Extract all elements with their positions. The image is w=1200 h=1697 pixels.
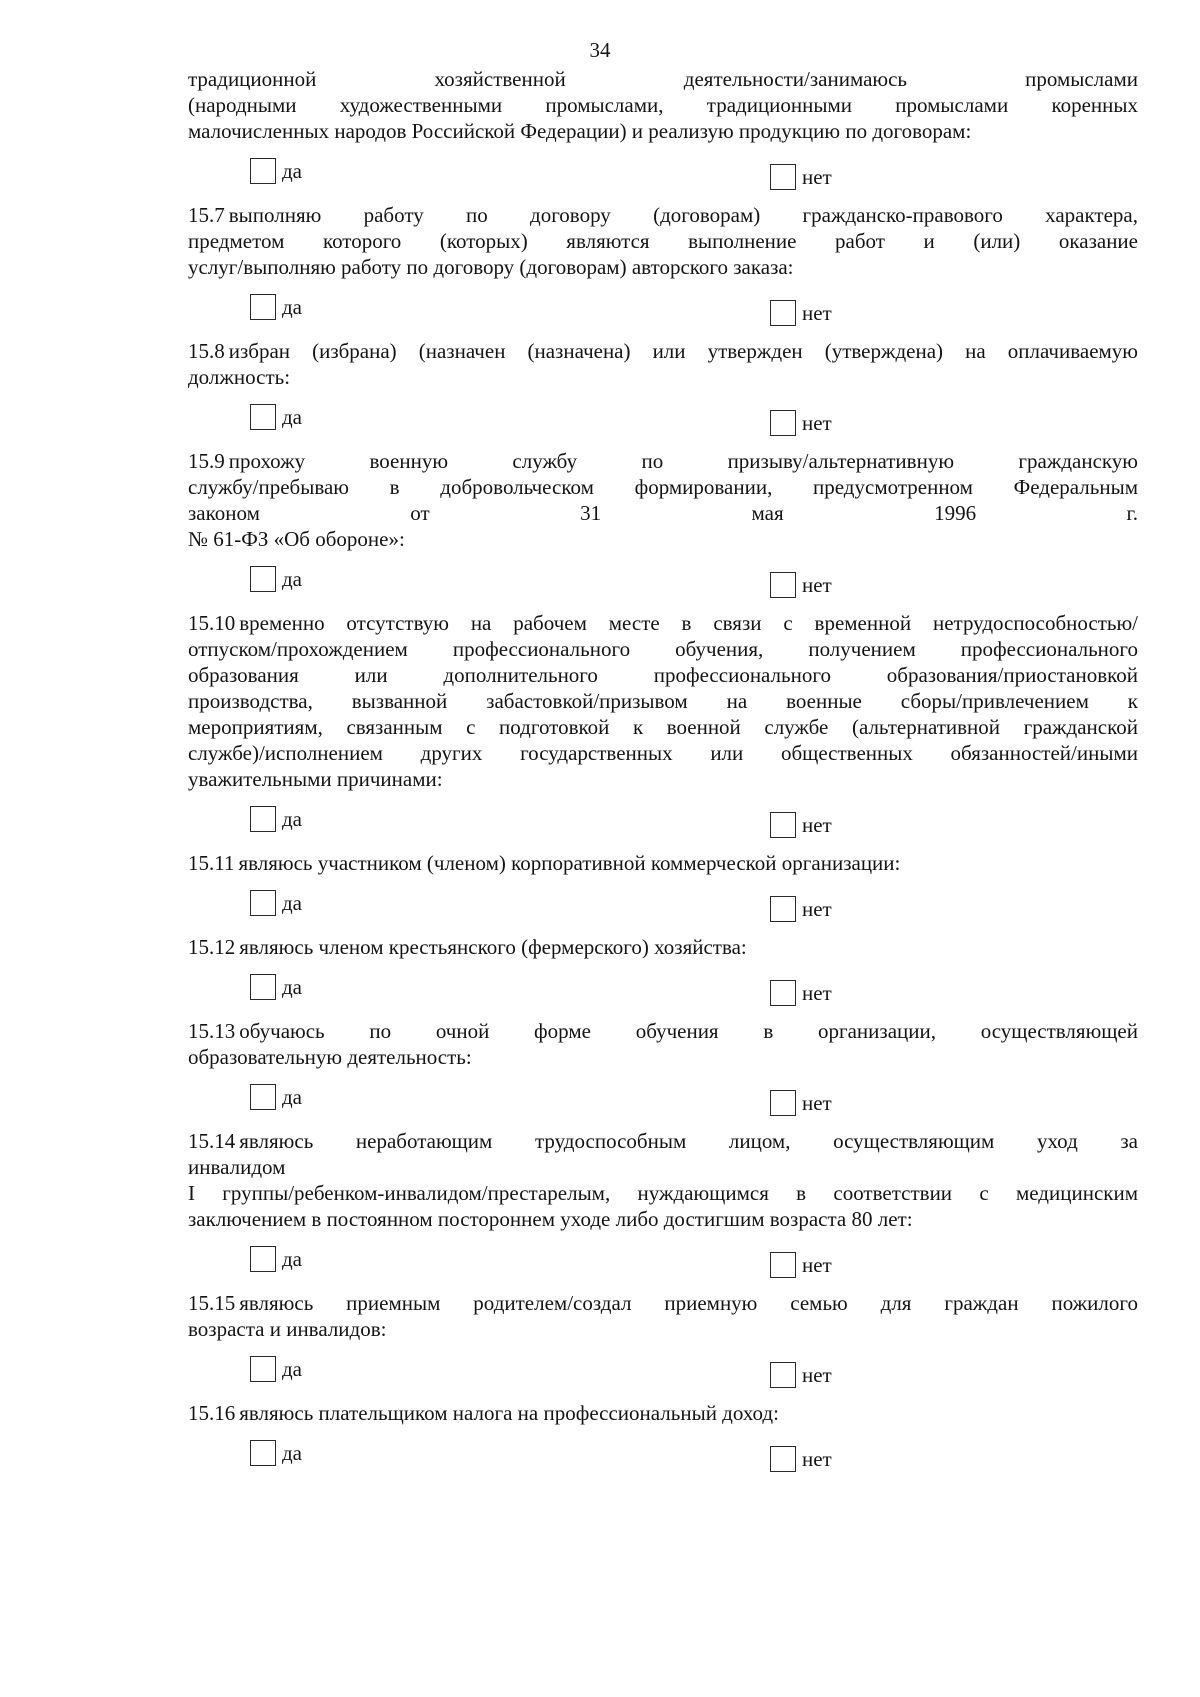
yes-option[interactable] <box>250 404 302 430</box>
no-checkbox[interactable] <box>770 1362 796 1388</box>
answer-options <box>188 1426 1138 1484</box>
line-text: отпуском/прохождением профессионального обучения, получением профессионального <box>188 637 1138 661</box>
line-text: являюсь членом крестьянского (фермерского) хозяйства: <box>239 935 747 959</box>
line-text: производства, вызванной забастовкой/призывом на военные сборы/привлечением к <box>188 689 1138 713</box>
yes-checkbox[interactable] <box>250 1440 276 1466</box>
yes-label: да <box>282 404 303 429</box>
text-line <box>188 500 1138 526</box>
yes-option[interactable] <box>250 294 302 320</box>
question-text <box>188 1018 1138 1070</box>
yes-checkbox[interactable] <box>250 158 276 184</box>
question-15-14 <box>188 1128 1138 1290</box>
no-option[interactable] <box>770 300 832 326</box>
no-option[interactable] <box>770 1090 832 1116</box>
question-number: 15.11 <box>188 851 235 875</box>
text-line <box>188 1316 1138 1342</box>
text-line <box>188 610 1138 636</box>
question-number: 15.13 <box>188 1019 236 1043</box>
text-line <box>188 364 1138 390</box>
text-line <box>188 1400 1138 1426</box>
no-checkbox[interactable] <box>770 410 796 436</box>
answer-options <box>188 390 1138 448</box>
yes-checkbox[interactable] <box>250 1246 276 1272</box>
line-text: инвалидом <box>188 1155 286 1179</box>
question-number: 15.15 <box>188 1291 236 1315</box>
yes-checkbox[interactable] <box>250 1084 276 1110</box>
no-checkbox[interactable] <box>770 572 796 598</box>
no-label: нет <box>802 410 832 435</box>
question-15-15 <box>188 1290 1138 1400</box>
no-option[interactable] <box>770 1362 832 1388</box>
line-text: (народными художественными промыслами, традиционными промыслами коренных <box>188 93 1138 117</box>
question-text <box>188 610 1138 792</box>
text-line <box>188 92 1138 118</box>
question-15-9 <box>188 448 1138 610</box>
answer-options <box>188 1342 1138 1400</box>
line-text: законом от 31 мая 1996 г. <box>188 501 1138 525</box>
no-option[interactable] <box>770 164 832 190</box>
text-line <box>188 338 1138 364</box>
line-text: уважительными причинами: <box>188 767 443 791</box>
line-text: I группы/ребенком-инвалидом/престарелым, нуждающимся в соответствии с медицинским <box>188 1181 1138 1205</box>
yes-label: да <box>282 1356 303 1381</box>
text-line <box>188 1206 1138 1232</box>
no-checkbox[interactable] <box>770 896 796 922</box>
yes-label: да <box>282 890 303 915</box>
line-text: малочисленных народов Российской Федерации) и реализую продукцию по договорам: <box>188 119 972 143</box>
question-15-10 <box>188 610 1138 850</box>
no-option[interactable] <box>770 896 832 922</box>
no-option[interactable] <box>770 812 832 838</box>
no-checkbox[interactable] <box>770 1090 796 1116</box>
no-label: нет <box>802 572 832 597</box>
question-15-16 <box>188 1400 1138 1484</box>
question-number: 15.7 <box>188 203 225 227</box>
page-number: 34 <box>589 38 611 62</box>
question-number: 15.10 <box>188 611 236 635</box>
answer-options <box>188 552 1138 610</box>
no-label: нет <box>802 896 832 921</box>
answer-options <box>188 960 1138 1018</box>
line-text: службу/пребываю в добровольческом формировании, предусмотренном Федеральным <box>188 475 1138 499</box>
answer-options <box>188 1232 1138 1290</box>
question-15-11 <box>188 850 1138 934</box>
text-line <box>188 1180 1138 1206</box>
yes-checkbox[interactable] <box>250 294 276 320</box>
question-text <box>188 1128 1138 1232</box>
text-line <box>188 474 1138 500</box>
text-line <box>188 228 1138 254</box>
question-text <box>188 1400 1138 1426</box>
line-text: временно отсутствую на рабочем месте в связи с временной нетрудоспособностью/ <box>239 611 1138 635</box>
line-text: прохожу военную службу по призыву/альтернативную гражданскую <box>228 449 1138 473</box>
line-text: возраста и инвалидов: <box>188 1317 387 1341</box>
question-number: 15.14 <box>188 1129 236 1153</box>
question-text <box>188 850 1138 876</box>
question-15-13 <box>188 1018 1138 1128</box>
text-line <box>188 1018 1138 1044</box>
text-line <box>188 636 1138 662</box>
no-label: нет <box>802 1446 832 1471</box>
question-text <box>188 202 1138 280</box>
question-text <box>188 1290 1138 1342</box>
intro-paragraph <box>188 66 1138 144</box>
line-text: являюсь приемным родителем/создал приемную семью для граждан пожилого <box>239 1291 1138 1315</box>
no-label: нет <box>802 300 832 325</box>
question-text <box>188 934 1138 960</box>
question-text <box>188 448 1138 552</box>
yes-option[interactable] <box>250 1084 302 1110</box>
line-text: традиционной хозяйственной деятельности/занимаюсь промыслами <box>188 67 1138 91</box>
yes-label: да <box>282 806 303 831</box>
question-text <box>188 338 1138 390</box>
text-line <box>188 1128 1138 1154</box>
yes-label: да <box>282 974 303 999</box>
text-line <box>188 934 1138 960</box>
yes-label: да <box>282 294 303 319</box>
yes-checkbox[interactable] <box>250 806 276 832</box>
no-checkbox[interactable] <box>770 1446 796 1472</box>
yes-option[interactable] <box>250 1440 302 1466</box>
answer-options <box>188 792 1138 850</box>
text-line <box>188 1044 1138 1070</box>
yes-option[interactable] <box>250 158 302 184</box>
yes-label: да <box>282 566 303 591</box>
no-checkbox[interactable] <box>770 300 796 326</box>
line-text: выполняю работу по договору (договорам) гражданско-правового характера, <box>228 203 1138 227</box>
text-line <box>188 1290 1138 1316</box>
line-text: предметом которого (которых) являются выполнение работ и (или) оказание <box>188 229 1138 253</box>
no-label: нет <box>802 164 832 189</box>
yes-option[interactable] <box>250 1246 302 1272</box>
answer-options <box>188 280 1138 338</box>
line-text: услуг/выполняю работу по договору (договорам) авторского заказа: <box>188 255 794 279</box>
yes-label: да <box>282 158 303 183</box>
question-number: 15.9 <box>188 449 225 473</box>
line-text: образовательную деятельность: <box>188 1045 472 1069</box>
no-label: нет <box>802 980 832 1005</box>
text-line <box>188 714 1138 740</box>
line-text: заключением в постоянном постороннем уходе либо достигшим возраста 80 лет: <box>188 1207 913 1231</box>
yes-option[interactable] <box>250 974 302 1000</box>
no-option[interactable] <box>770 1446 832 1472</box>
line-text: избран (избрана) (назначен (назначена) или утвержден (утверждена) на оплачиваемую <box>228 339 1138 363</box>
yes-option[interactable] <box>250 1356 302 1382</box>
text-line <box>188 662 1138 688</box>
yes-label: да <box>282 1246 303 1271</box>
yes-checkbox[interactable] <box>250 974 276 1000</box>
text-line <box>188 448 1138 474</box>
text-line <box>188 688 1138 714</box>
line-text: образования или дополнительного профессионального образования/приостановкой <box>188 663 1138 687</box>
question-15-7 <box>188 202 1138 338</box>
line-text: службе)/исполнением других государственных или общественных обязанностей/иными <box>188 741 1138 765</box>
no-label: нет <box>802 1362 832 1387</box>
line-text: являюсь неработающим трудоспособным лицом, осуществляющим уход за <box>239 1129 1138 1153</box>
line-text: должность: <box>188 365 291 389</box>
question-number: 15.12 <box>188 935 236 959</box>
text-line <box>188 526 1138 552</box>
no-option[interactable] <box>770 1252 832 1278</box>
no-checkbox[interactable] <box>770 164 796 190</box>
yes-option[interactable] <box>250 806 302 832</box>
text-line <box>188 118 1138 144</box>
yes-checkbox[interactable] <box>250 890 276 916</box>
answer-options <box>188 1070 1138 1128</box>
no-checkbox[interactable] <box>770 980 796 1006</box>
yes-checkbox[interactable] <box>250 1356 276 1382</box>
no-label: нет <box>802 812 832 837</box>
no-option[interactable] <box>770 410 832 436</box>
text-line <box>188 66 1138 92</box>
no-checkbox[interactable] <box>770 812 796 838</box>
line-text: являюсь плательщиком налога на профессиональный доход: <box>239 1401 779 1425</box>
text-line <box>188 254 1138 280</box>
answer-options <box>188 144 1138 202</box>
text-line <box>188 850 1138 876</box>
yes-option[interactable] <box>250 566 302 592</box>
no-label: нет <box>802 1252 832 1277</box>
no-option[interactable] <box>770 980 832 1006</box>
question-15-8 <box>188 338 1138 448</box>
form-content <box>188 66 1138 1484</box>
yes-checkbox[interactable] <box>250 404 276 430</box>
no-label: нет <box>802 1090 832 1115</box>
yes-label: да <box>282 1440 303 1465</box>
line-text: обучаюсь по очной форме обучения в организации, осуществляющей <box>239 1019 1138 1043</box>
no-checkbox[interactable] <box>770 1252 796 1278</box>
text-line <box>188 740 1138 766</box>
question-15-12 <box>188 934 1138 1018</box>
no-option[interactable] <box>770 572 832 598</box>
text-line <box>188 766 1138 792</box>
yes-checkbox[interactable] <box>250 566 276 592</box>
yes-option[interactable] <box>250 890 302 916</box>
line-text: являюсь участником (членом) корпоративной коммерческой организации: <box>238 851 901 875</box>
text-line <box>188 1154 1138 1180</box>
answer-options <box>188 876 1138 934</box>
yes-label: да <box>282 1084 303 1109</box>
question-number: 15.16 <box>188 1401 236 1425</box>
line-text: мероприятиям, связанным с подготовкой к военной службе (альтернативной гражданской <box>188 715 1138 739</box>
text-line <box>188 202 1138 228</box>
question-number: 15.8 <box>188 339 225 363</box>
line-text: № 61-ФЗ «Об обороне»: <box>188 527 405 551</box>
